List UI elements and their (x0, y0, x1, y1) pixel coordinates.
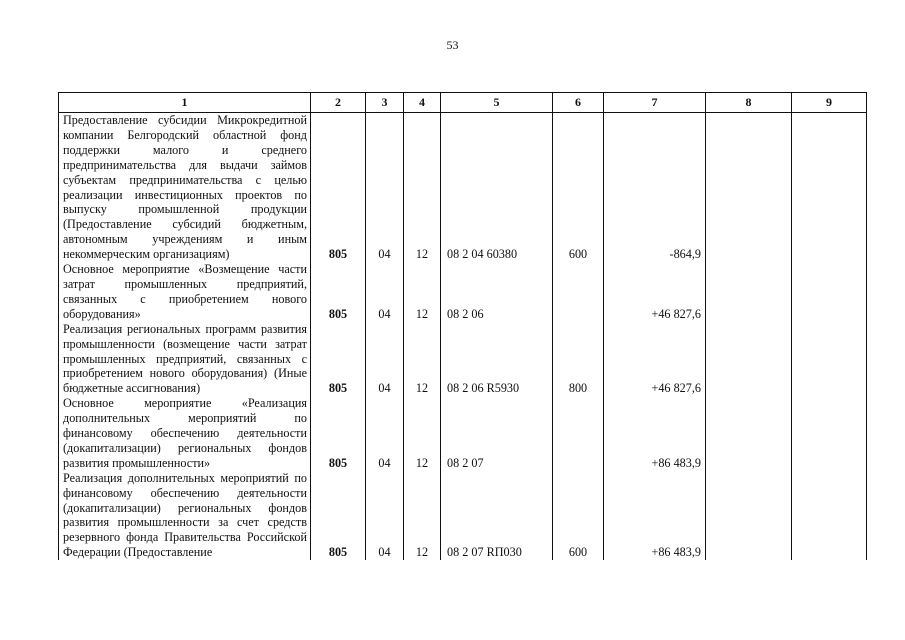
column-header: 6 (553, 93, 604, 113)
row-col9 (792, 322, 867, 397)
row-col9 (792, 471, 867, 560)
row-target: 08 2 06 (441, 262, 553, 322)
row-subsection: 12 (404, 113, 441, 263)
row-section: 04 (366, 113, 404, 263)
row-type (553, 396, 604, 471)
row-code: 805 (311, 471, 366, 560)
row-code: 805 (311, 322, 366, 397)
row-target: 08 2 06 R5930 (441, 322, 553, 397)
row-col8 (706, 113, 792, 263)
row-target: 08 2 07 (441, 396, 553, 471)
row-col8 (706, 396, 792, 471)
row-description: Предоставление субсидии Микрокредитной компании Белгородский областной фонд поддержки малого и среднего предпринимательства для выдачи займов субъектам предпринимательства с целью реализации инвестиционных проектов по выпуску промышленной продукции (Предоставление субсидий бюджетным, автономным учреждениям и иным некоммерческим организациям) (59, 113, 311, 263)
row-code: 805 (311, 262, 366, 322)
row-section: 04 (366, 396, 404, 471)
row-target: 08 2 04 60380 (441, 113, 553, 263)
column-header: 2 (311, 93, 366, 113)
row-code: 805 (311, 396, 366, 471)
row-description: Реализация региональных программ развития промышленности (возмещение части затрат промышленных предприятий, связанных с приобретением нового оборудования) (Иные бюджетные ассигнования) (59, 322, 311, 397)
row-subsection: 12 (404, 322, 441, 397)
row-amount: -864,9 (604, 113, 706, 263)
table-row (59, 262, 867, 322)
budget-table (58, 92, 867, 560)
row-amount: +86 483,9 (604, 471, 706, 560)
row-amount: +46 827,6 (604, 322, 706, 397)
column-header: 1 (59, 93, 311, 113)
table-row (59, 471, 867, 560)
row-description: Реализация дополнительных мероприятий по финансовому обеспечению деятельности (докапитализации) региональных фондов развития промышленности за счет средств резервного фонда Правительства Российской Федерации (Предоставление (59, 471, 311, 560)
row-amount: +46 827,6 (604, 262, 706, 322)
row-amount: +86 483,9 (604, 396, 706, 471)
header-row (59, 93, 867, 113)
row-code: 805 (311, 113, 366, 263)
row-col8 (706, 471, 792, 560)
row-type (553, 262, 604, 322)
page-number: 53 (446, 38, 459, 52)
column-header: 7 (604, 93, 706, 113)
row-description: Основное мероприятие «Возмещение части затрат промышленных предприятий, связанных с приобретением нового оборудования» (59, 262, 311, 322)
row-col8 (706, 262, 792, 322)
column-header: 9 (792, 93, 867, 113)
row-section: 04 (366, 322, 404, 397)
row-col9 (792, 113, 867, 263)
row-section: 04 (366, 471, 404, 560)
column-header: 8 (706, 93, 792, 113)
row-target: 08 2 07 RП030 (441, 471, 553, 560)
row-section: 04 (366, 262, 404, 322)
row-type: 800 (553, 322, 604, 397)
table-row (59, 396, 867, 471)
column-header: 3 (366, 93, 404, 113)
row-type: 600 (553, 471, 604, 560)
row-subsection: 12 (404, 396, 441, 471)
row-col8 (706, 322, 792, 397)
row-description: Основное мероприятие «Реализация дополнительных мероприятий по финансовому обеспечению деятельности (докапитализации) региональных фондов развития промышленности» (59, 396, 311, 471)
table-row (59, 113, 867, 263)
row-type: 600 (553, 113, 604, 263)
row-subsection: 12 (404, 471, 441, 560)
table-row (59, 322, 867, 397)
column-header: 5 (441, 93, 553, 113)
column-header: 4 (404, 93, 441, 113)
row-subsection: 12 (404, 262, 441, 322)
row-col9 (792, 262, 867, 322)
row-col9 (792, 396, 867, 471)
